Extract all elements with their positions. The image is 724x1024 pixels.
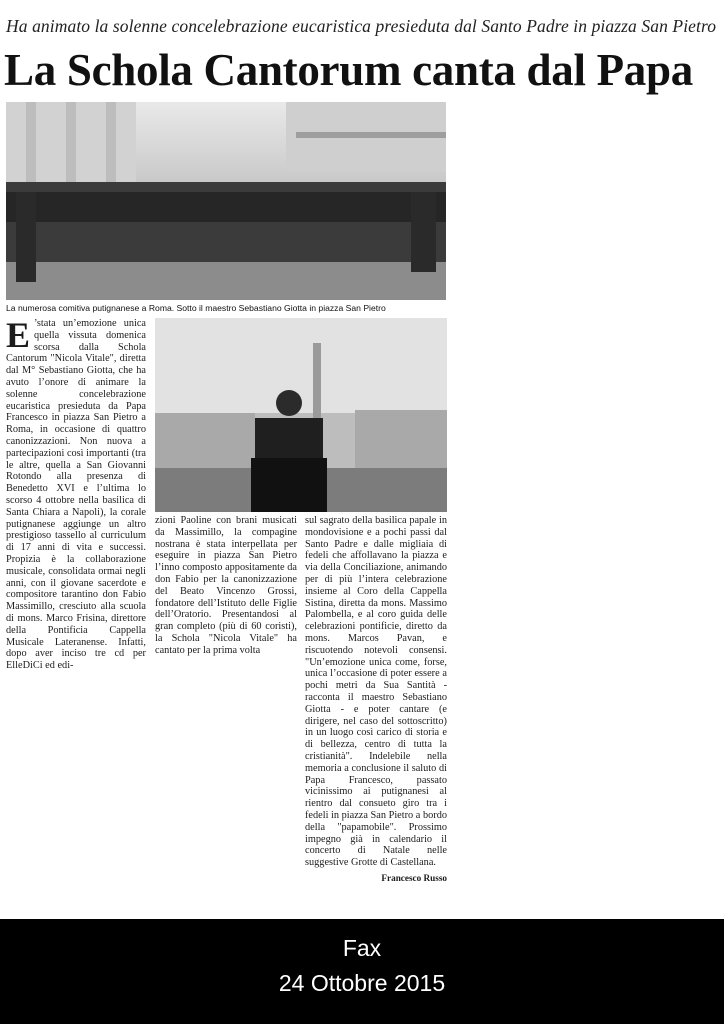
photo-caption: La numerosa comitiva putignanese a Roma. Sotto il maestro Sebastiano Giotta in piazza San Pietro — [6, 303, 386, 313]
article-column-1 — [6, 315, 146, 672]
drop-cap: E — [6, 315, 31, 355]
article-kicker: Ha animato la solenne concelebrazione eucaristica presieduta dal Santo Padre in piazza San Pietro — [6, 16, 717, 36]
article-headline: La Schola Cantorum canta dal Papa — [4, 45, 693, 95]
author-signature: Francesco Russo — [381, 872, 447, 883]
maestro-photo — [155, 318, 447, 512]
source-label: Fax — [342, 935, 382, 961]
article-column-2: zioni Paoline con brani musicati da Massimillo, la compagine nostrana è stata interpellata per eseguire in piazza San Pietro l’inno composto appositamente da don Fabio per la canonizzazione del Beato Vincenzo Grossi, fondatore dell’Istituto delle Figlie dell’Oratorio. Presentandosi al gran completo (più di 60 coristi), la Schola "Nicola Vitale" ha cantato per la prima volta — [155, 515, 297, 656]
article-column-1-text: ’stata un’emozione unica quella vissuta domenica scorsa dalla Schola Cantorum "Nicola Vitale", diretta dal M° Sebastiano Giotta, che ha avuto l’onore di animare la solenne concelebrazione eucaristica presieduta da Papa Francesco in piazza San Pietro a Roma, in occasione di quattro canonizzazioni. Non nuova a partecipazioni così importanti (tra le altre, quella a San Giovanni Rotondo alla presenza di Benedetto XVI e l’ultima lo scorso 4 ottobre nella basilica di Santa Chiara a Napoli), la corale putignanese aggiunge un altro prestigioso tassello al curriculum di 17 anni di vita e successi. Propizia è la collaborazione musicale, consolidata ormai negli anni, con il giovane sacerdote e compositore tarantino don Fabio Massimillo, cresciuto alla scuola di mons. Marco Frisina, direttore della Pontificia Cappella Musicale Lateranense. Infatti, dopo aver inciso tre cd per ElleDiCi ed edi- — [6, 318, 146, 672]
publication-date: 24 Ottobre 2015 — [278, 970, 446, 996]
article-column-3-text: sul sagrato della basilica papale in mondovisione e a pochi passi dal Santo Padre e dalle migliaia di fedeli che affollavano la piazza e via della Conciliazione, animando per di più l’intera celebrazione insieme al Coro della Cappella Sistina, diretta da mons. Massimo Palombella, e al coro guida delle celebrazioni pontificie, diretto da mons. Marcos Pavan, e riscuotendo notevoli consensi. "Un’emozione unica come, forse, unica l’occasione di poter essere a pochi metri da Sua Santità - racconta il maestro Sebastiano Giotta - e poter cantare (e dirigere, nel caso del sottoscritto) in un luogo così carico di storia e di bellezza, centro di tutta la cristianità". Indelebile nella memoria a conclusione il saluto di Papa Francesco, passato vicinissimo ai putignanesi al rientro dal consueto giro tra i fedeli in piazza San Pietro a bordo della "papamobile". Prossimo impegno già in calendario il concerto di Natale nelle suggestive Grotte di Castellana. — [305, 515, 447, 869]
article-column-3 — [305, 515, 447, 885]
footer-banner — [0, 919, 724, 1024]
choir-group-photo — [6, 102, 446, 300]
